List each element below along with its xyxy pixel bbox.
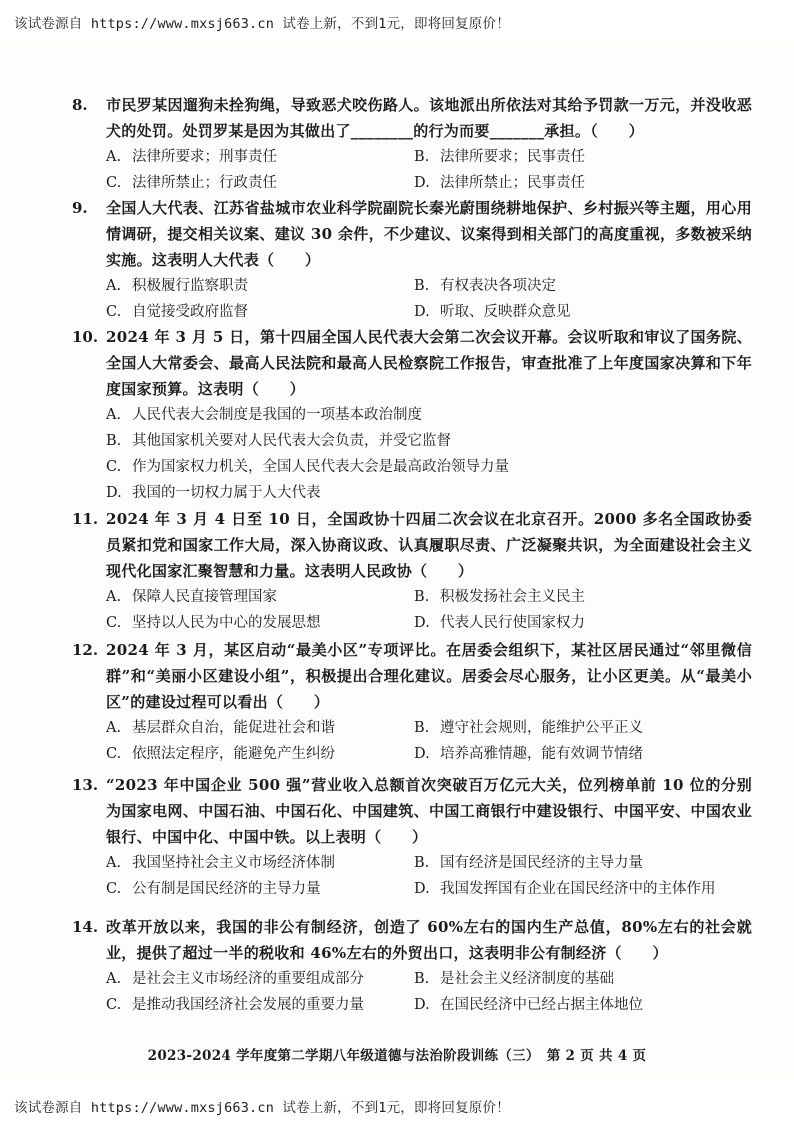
question-12 <box>72 637 752 767</box>
question-13 <box>72 772 752 902</box>
option-a <box>106 273 414 299</box>
options <box>106 584 752 636</box>
option-label: B. <box>414 720 430 736</box>
option-c <box>106 992 414 1018</box>
option-label: C. <box>106 615 122 631</box>
watermark-header: 该试卷源自 https://www.mxsj663.cn 试卷上新，不到1元，即将回复原价！ <box>14 16 510 32</box>
option-b <box>414 584 754 610</box>
option-text: 我国发挥国有企业在国民经济中的主体作用 <box>440 881 716 897</box>
option-label: A. <box>106 149 122 165</box>
option-b <box>414 966 754 992</box>
options <box>106 715 752 767</box>
option-label: D. <box>414 615 430 631</box>
option-text: 是社会主义市场经济的重要组成部分 <box>132 971 364 987</box>
option-text: 法律所要求；民事责任 <box>440 149 585 165</box>
option-label: C. <box>106 881 122 897</box>
option-d <box>414 992 754 1018</box>
option-text: 基层群众自治，能促进社会和谐 <box>132 720 335 736</box>
option-label: C. <box>106 997 122 1013</box>
option-c <box>106 741 414 767</box>
question-number: 13. <box>72 776 99 794</box>
question-stem: “2023 年中国企业 500 强”营业收入总额首次突破百万亿元大关，位列榜单前 10 位的分别为国家电网、中国石油、中国石化、中国建筑、中国工商银行中建设银行、中国平安、中国农业银行、中国中化、中国中铁。以上表明（ ） <box>106 776 752 846</box>
question-10 <box>72 324 752 506</box>
option-c <box>106 876 414 902</box>
question-number: 12. <box>72 641 99 659</box>
option-text: 我国的一切权力属于人大代表 <box>132 485 321 501</box>
options <box>106 402 752 506</box>
option-c <box>106 170 414 196</box>
question-stem: 2024 年 3 月 5 日，第十四届全国人民代表大会第二次会议开幕。会议听取和审议了国务院、全国人大常委会、最高人民法院和最高人民检察院工作报告，审查批准了上年度国家决算和下年度国家预算。这表明（ ） <box>106 328 752 398</box>
question-9 <box>72 195 752 325</box>
option-b <box>414 273 754 299</box>
option-label: B. <box>414 589 430 605</box>
options <box>106 144 752 196</box>
exam-page <box>0 40 794 1080</box>
option-b <box>414 715 754 741</box>
option-text: 法律所禁止；行政责任 <box>132 175 277 191</box>
option-label: D. <box>414 881 430 897</box>
question-stem: 全国人大代表、江苏省盐城市农业科学院副院长秦光蔚围绕耕地保护、乡村振兴等主题，用心用情调研，提交相关议案、建议 30 余件，不少建议、议案得到相关部门的高度重视，多数被采纳实施。这表明人大代表（ ） <box>106 199 752 269</box>
option-text: 公有制是国民经济的主导力量 <box>132 881 321 897</box>
question-8 <box>72 92 752 196</box>
option-c <box>106 610 414 636</box>
option-text: 在国民经济中已经占据主体地位 <box>440 997 643 1013</box>
question-stem: 2024 年 3 月，某区启动“最美小区”专项评比。在居委会组织下，某社区居民通过“邻里微信群”和“美丽小区建设小组”，积极提出合理化建议。居委会尽心服务，让小区更美。从“最美小区”的建设过程可以看出（ ） <box>106 641 752 711</box>
question-14 <box>72 914 752 1018</box>
option-a <box>106 402 752 428</box>
option-label: B. <box>414 149 430 165</box>
option-d <box>414 610 754 636</box>
question-number: 14. <box>72 918 99 936</box>
option-label: D. <box>414 175 430 191</box>
option-text: 自觉接受政府监督 <box>132 304 248 320</box>
option-a <box>106 584 414 610</box>
options <box>106 273 752 325</box>
option-d <box>106 480 752 506</box>
option-label: C. <box>106 304 122 320</box>
option-b <box>106 428 752 454</box>
option-text: 有权表决各项决定 <box>440 278 556 294</box>
option-d <box>414 299 754 325</box>
option-b <box>414 850 754 876</box>
option-text: 作为国家权力机关，全国人民代表大会是最高政治领导力量 <box>132 459 509 475</box>
option-label: D. <box>414 304 430 320</box>
watermark-footer: 该试卷源自 https://www.mxsj663.cn 试卷上新，不到1元，即将回复原价！ <box>14 1100 510 1116</box>
option-label: D. <box>414 746 430 762</box>
option-label: A. <box>106 278 122 294</box>
question-stem: 改革开放以来，我国的非公有制经济，创造了 60%左右的国内生产总值，80%左右的社会就业，提供了超过一半的税收和 46%左右的外贸出口，这表明非公有制经济（ ） <box>106 918 752 962</box>
question-stem: 2024 年 3 月 4 日至 10 日，全国政协十四届二次会议在北京召开。2000 多名全国政协委员紧扣党和国家工作大局，深入协商议政、认真履职尽责、广泛凝聚共识，为全面建设社会主义现代化国家汇聚智慧和力量。这表明人民政协（ ） <box>106 510 752 580</box>
question-number: 9. <box>72 199 88 217</box>
option-label: B. <box>414 971 430 987</box>
option-text: 法律所禁止；民事责任 <box>440 175 585 191</box>
option-text: 是推动我国经济社会发展的重要力量 <box>132 997 364 1013</box>
question-11 <box>72 506 752 636</box>
option-label: A. <box>106 407 122 423</box>
option-label: A. <box>106 589 122 605</box>
option-label: A. <box>106 971 122 987</box>
option-text: 我国坚持社会主义市场经济体制 <box>132 855 335 871</box>
option-label: A. <box>106 855 122 871</box>
question-number: 10. <box>72 328 99 346</box>
option-b <box>414 144 754 170</box>
option-text: 依照法定程序，能避免产生纠纷 <box>132 746 335 762</box>
question-stem: 市民罗某因遛狗未拴狗绳，导致恶犬咬伤路人。该地派出所依法对其给予罚款一万元，并没收恶犬的处罚。处罚罗某是因为其做出了________的行为而要_______承担。（ ） <box>106 96 752 140</box>
option-text: 积极发扬社会主义民主 <box>440 589 585 605</box>
option-label: D. <box>414 997 430 1013</box>
option-label: D. <box>106 485 122 501</box>
option-label: A. <box>106 720 122 736</box>
option-a <box>106 715 414 741</box>
option-text: 坚持以人民为中心的发展思想 <box>132 615 321 631</box>
option-c <box>106 454 752 480</box>
question-number: 8. <box>72 96 88 114</box>
option-label: C. <box>106 459 122 475</box>
option-a <box>106 850 414 876</box>
option-text: 是社会主义经济制度的基础 <box>440 971 614 987</box>
option-a <box>106 144 414 170</box>
option-text: 法律所要求；刑事责任 <box>132 149 277 165</box>
options <box>106 850 752 902</box>
option-a <box>106 966 414 992</box>
option-text: 人民代表大会制度是我国的一项基本政治制度 <box>132 407 422 423</box>
option-text: 积极履行监察职责 <box>132 278 248 294</box>
option-label: B. <box>414 278 430 294</box>
question-number: 11. <box>72 510 99 528</box>
option-text: 培养高雅情趣，能有效调节情绪 <box>440 746 643 762</box>
option-d <box>414 741 754 767</box>
option-text: 国有经济是国民经济的主导力量 <box>440 855 643 871</box>
option-text: 听取、反映群众意见 <box>440 304 571 320</box>
option-text: 代表人民行使国家权力 <box>440 615 585 631</box>
option-label: C. <box>106 175 122 191</box>
option-label: C. <box>106 746 122 762</box>
option-d <box>414 876 754 902</box>
option-text: 遵守社会规则，能维护公平正义 <box>440 720 643 736</box>
option-text: 其他国家机关要对人民代表大会负责，并受它监督 <box>132 433 451 449</box>
options <box>106 966 752 1018</box>
page-footer: 2023-2024 学年度第二学期八年级道德与法治阶段训练（三） 第 2 页 共 4 页 <box>147 1048 647 1064</box>
option-text: 保障人民直接管理国家 <box>132 589 277 605</box>
option-c <box>106 299 414 325</box>
option-label: B. <box>414 855 430 871</box>
option-label: B. <box>106 433 122 449</box>
option-d <box>414 170 754 196</box>
